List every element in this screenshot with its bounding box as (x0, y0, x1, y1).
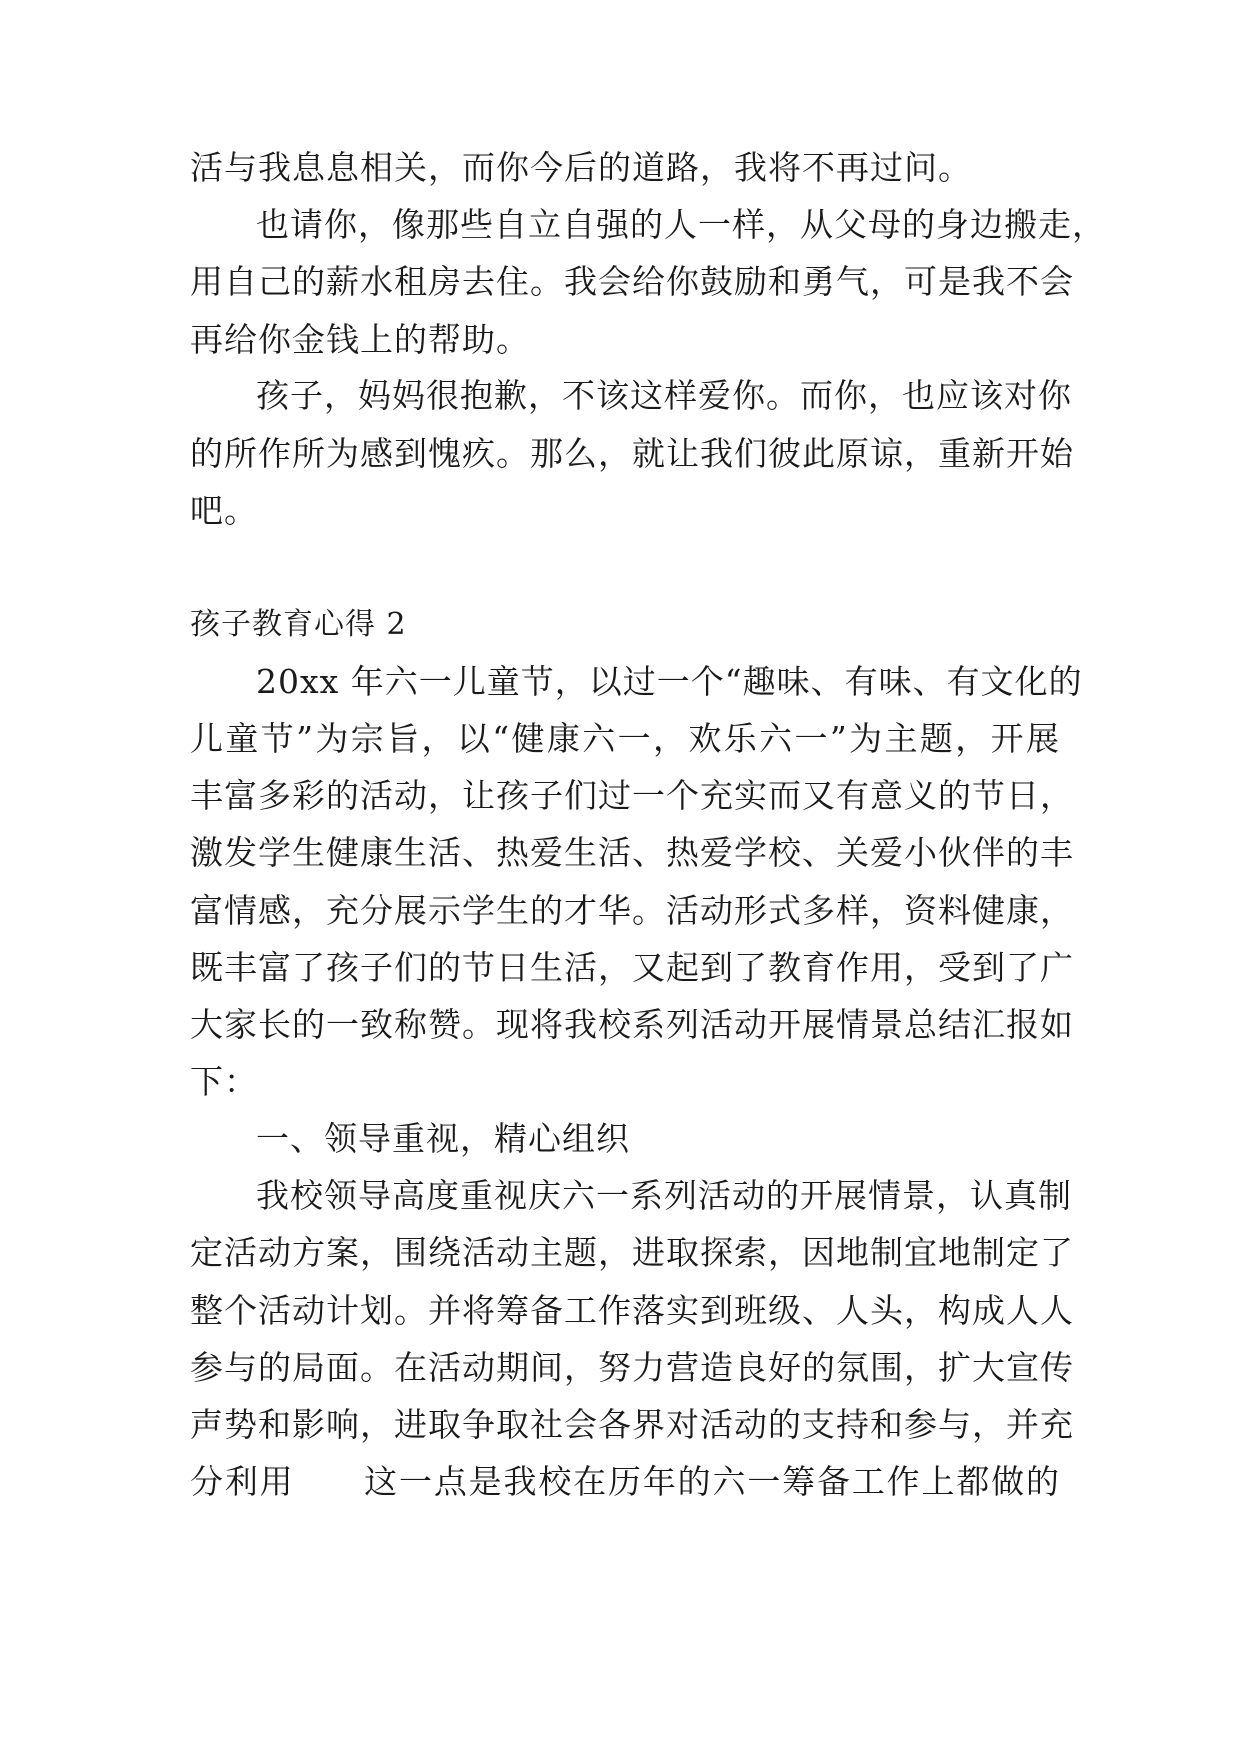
text-line: 分利用 这一点是我校在历年的六一筹备工作上都做的 (190, 1462, 1060, 1501)
text-line: 我校领导高度重视庆六一系列活动的开展情景，认真制 (256, 1176, 1072, 1215)
text-line: 也请你，像那些自立自强的人一样，从父母的身边搬走， (256, 205, 1106, 244)
text-line: 富情感，充分展示学生的才华。活动形式多样，资料健康， (190, 891, 1074, 930)
text-line: 声势和影响，进取争取社会各界对活动的支持和参与，并充 (190, 1405, 1074, 1444)
text-line: 儿童节”为宗旨，以“健康六一，欢乐六一”为主题，开展 (190, 719, 1060, 758)
text-line: 既丰富了孩子们的节日生活，又起到了教育作用，受到了广 (190, 948, 1074, 987)
text-line: 吧。 (190, 491, 258, 530)
text-line: 20xx 年六一儿童节，以过一个“趣味、有味、有文化的 (256, 662, 1083, 701)
text-line: 孩子，妈妈很抱歉，不该这样爱你。而你，也应该对你 (256, 376, 1072, 415)
text-line: 大家长的一致称赞。现将我校系列活动开展情景总结汇报如 (190, 1005, 1074, 1044)
text-line: 参与的局面。在活动期间，努力营造良好的氛围，扩大宣传 (190, 1348, 1074, 1387)
text-line: 再给你金钱上的帮助。 (190, 320, 530, 359)
text-line: 下： (190, 1062, 258, 1101)
text-line: 定活动方案，围绕活动主题，进取探索，因地制宜地制定了 (190, 1233, 1074, 1272)
text-line: 用自己的薪水租房去住。我会给你鼓励和勇气，可是我不会 (190, 262, 1074, 301)
text-line: 整个活动计划。并将筹备工作落实到班级、人头，构成人人 (190, 1291, 1074, 1330)
text-line: 丰富多彩的活动，让孩子们过一个充实而又有意义的节日， (190, 776, 1074, 815)
text-line: 活与我息息相关，而你今后的道路，我将不再过问。 (190, 148, 972, 187)
text-line: 的所作所为感到愧疚。那么，就让我们彼此原谅，重新开始 (190, 434, 1074, 473)
section-heading: 孩子教育心得 2 (190, 607, 407, 642)
subsection-heading: 一、领导重视，精心组织 (256, 1119, 630, 1158)
text-line: 激发学生健康生活、热爱生活、热爱学校、关爱小伙伴的丰 (190, 833, 1074, 872)
